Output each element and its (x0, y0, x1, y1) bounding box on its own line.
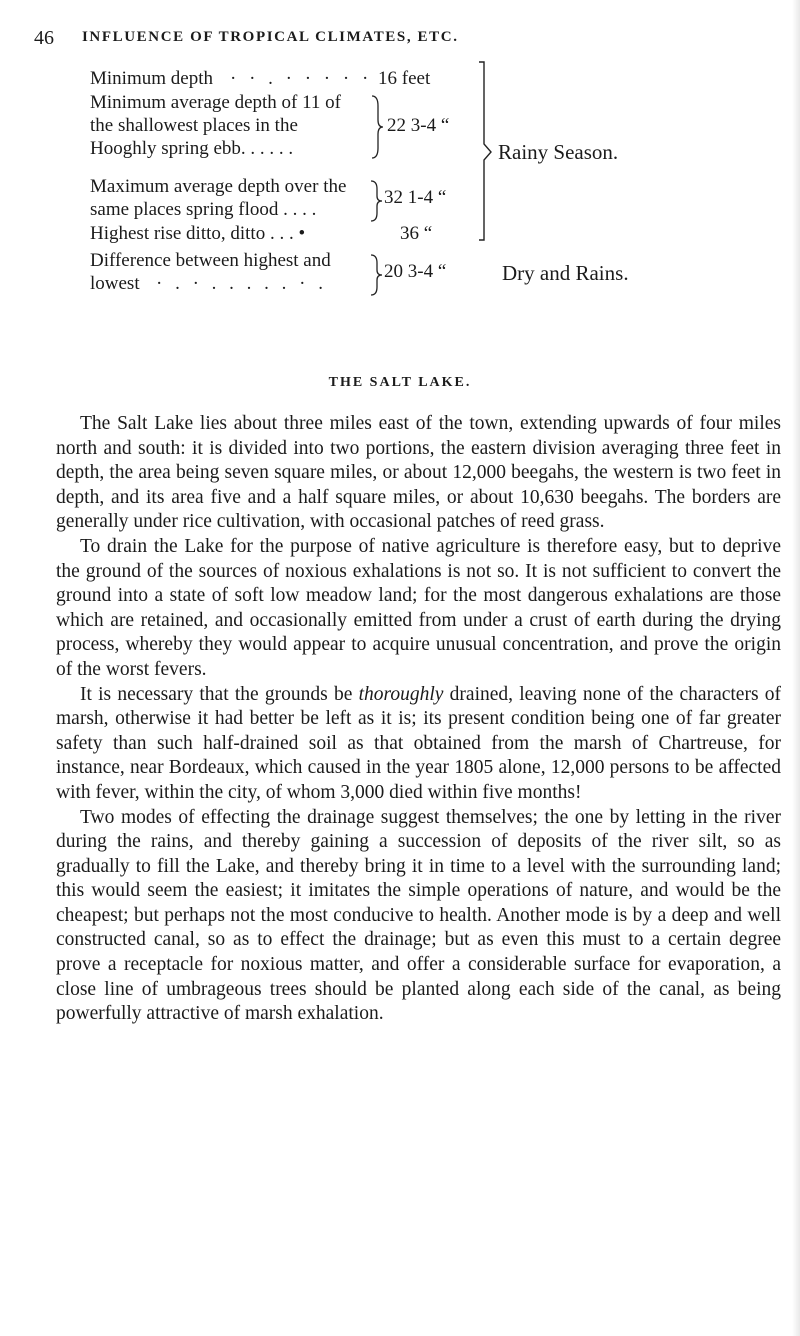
row-label-line: the shallowest places in the (90, 115, 298, 136)
paragraph-text: drained, leaving none of the characters of marsh, otherwise it had better be left as it is; its present condition being one of far greater safety than such half-drained soil as that obtained from the marsh of Chartreuse, for instance, near Bordeaux, which caused in the year 1805 alone, 12,000 persons to be affected with fever, within the city, of whom 3,000 died within five months! (56, 683, 781, 803)
paragraph-text: It is necessary that the grounds be (80, 683, 359, 705)
paragraph: To drain the Lake for the purpose of native agriculture is therefore easy, but to deprive the ground of the sources of noxious exhalations is not so. It is not sufficient to convert the ground into a state of soft low meadow land; for the most dangerous exhalations are those which are retained, and occasionally emitted from under a crust of earth during the drying process, whereby they would appear to acquire unusual concentration, and prove the origin of the worst fevers. (56, 535, 781, 680)
running-header (34, 27, 774, 51)
row-value: 22 3-4 “ (387, 115, 450, 136)
row-value: 36 “ (400, 223, 433, 244)
paragraph: The Salt Lake lies about three miles east of the town, extending upwards of four miles north and south: it is divided into two portions, the eastern division averaging three feet in depth, the area being seven square miles, or about 12,000 beegahs, the western is two feet in depth, and its area five and a half square miles, or about 10,630 beegahs. The borders are generally under rice cultivation, with occasional patches of reed grass. (56, 413, 781, 533)
brace-right (370, 94, 384, 160)
row-label-line: lowest (90, 273, 140, 294)
rainy-season-label: Rainy Season. (498, 140, 619, 164)
brace-right (369, 253, 383, 297)
paragraph: Two modes of effecting the drainage suggest themselves; the one by letting in the river during the rains, and thereby gaining a succession of deposits of the river silt, so as gradually to fill the Lake, and thereby bring it in time to a level with the surrounding land; this would seem the easiest; it imitates the simple operations of nature, and would be the cheapest; but perhaps not the most conducive to health. Another mode is by a deep and well constructed canal, so as to effect the drainage; but as even this must to a certain degree prove a receptacle for noxious matter, and offer a considerable surface for evaporation, a close line of umbrageous trees should be planted along each side of the canal, as being powerfully attractive of marsh exhalation. (56, 806, 781, 1025)
body-text (56, 412, 781, 1027)
row-label-line: Difference between highest and (90, 250, 331, 271)
brace-right (369, 179, 383, 223)
page-number: 46 (34, 27, 54, 49)
row-label-line: Hooghly spring ebb. . . . . . (90, 138, 294, 159)
row-label: Highest rise ditto, ditto . . . • (90, 223, 306, 244)
section-heading: THE SALT LAKE. (328, 375, 472, 390)
leader-dots: · . · . . . . . · . (156, 273, 327, 294)
leader-dots: · · . · · · · · (230, 68, 373, 89)
row-label-line: Maximum average depth over the (90, 176, 347, 197)
depth-table (90, 68, 780, 318)
row-label: Minimum depth (90, 68, 213, 89)
row-label-line: Minimum average depth of 11 of (90, 92, 341, 113)
row-value: 16 feet (378, 68, 431, 89)
row-value: 20 3-4 “ (384, 261, 447, 282)
running-title: INFLUENCE OF TROPICAL CLIMATES, ETC. (82, 29, 459, 45)
row-value: 32 1-4 “ (384, 187, 447, 208)
paragraph (56, 683, 781, 806)
row-label-line: same places spring flood . . . . (90, 199, 317, 220)
season-bracket (478, 60, 494, 244)
page-edge-shadow (792, 0, 800, 1336)
emphasized-word: thoroughly (358, 683, 444, 705)
dry-and-rains-label: Dry and Rains. (502, 261, 629, 285)
